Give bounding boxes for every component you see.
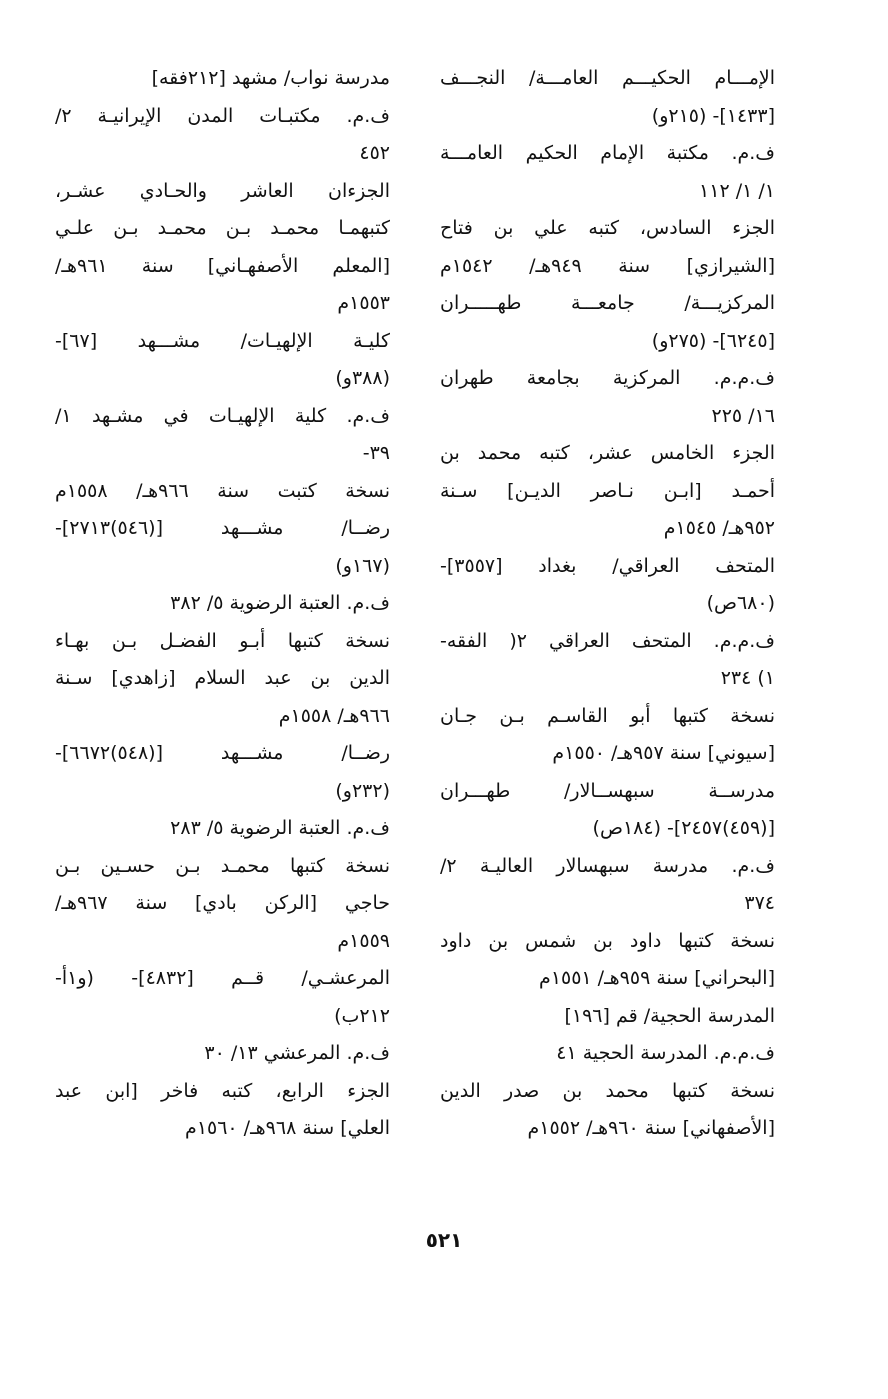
line-text: ٩٥٢هـ/ ١٥٤٥م [663,517,775,539]
text-line [440,323,775,361]
line-text: ٣٧٤ [744,892,775,914]
text-line [440,960,775,998]
text-line [55,398,390,436]
line-text: [المعلم الأصفهـاني] سنة ٩٦١هـ/ [55,254,390,277]
line-text: (١٦٧و) [335,554,390,577]
text-line [440,1073,775,1111]
text-line [55,248,390,286]
text-line [440,735,775,773]
text-line [440,885,775,923]
line-text: مدرسة نواب/ مشهد [٢١٢فقه] [151,67,390,89]
line-text: نسخة كتبها محمـد بـن حسـين بـن [55,854,390,877]
line-text: ف.م. كلية الإلهيـات في مشـهد ١/ [55,404,390,427]
line-text: المتحف العراقي/ بغداد [٣٥٥٧]- [440,554,775,577]
text-line [55,848,390,886]
line-text: ف.م. العتبة الرضوية ٥/ ٣٨٢ [170,592,390,614]
line-text: ف.م. مكتبـات المدن الإيرانيـة ٢/ [55,104,390,127]
text-line [440,998,775,1036]
line-text: المركزيـــة/ جامعـــة طهـــــران [440,292,775,314]
line-text: ٣٩- [362,442,390,464]
text-line [440,248,775,286]
line-text: [الأصفهاني] سنة ٩٦٠هـ/ ١٥٥٢م [527,1117,775,1139]
text-line [55,998,390,1036]
text-line [55,135,390,173]
text-line [55,623,390,661]
line-text: ١٥٥٩م [337,929,390,952]
text-line [440,660,775,698]
line-text: [(٤٥٩)٢٤٥٧]- (١٨٤ص) [592,817,775,839]
line-text: ف.م. العتبة الرضوية ٥/ ٢٨٣ [170,817,390,839]
text-line [55,1110,390,1148]
text-line [55,960,390,998]
line-text: ف.م. مكتبة الإمام الحكيم العامـــة [440,142,775,164]
line-text: [البحراني] سنة ٩٥٩هـ/ ١٥٥١م [539,967,775,989]
line-text: الجزءان العاشر والحـادي عشـر، [55,179,390,202]
text-line [55,323,390,361]
right-column [440,60,775,1148]
line-text: المرعشـي/ قــم [٤٨٣٢]- (و١أ- [55,967,390,989]
text-line [55,885,390,923]
line-text: ١٥٥٣م [337,292,390,314]
text-line [440,210,775,248]
line-text: ١٦/ ٢٢٥ [711,404,775,427]
line-text: [سيوني] سنة ٩٥٧هـ/ ١٥٥٠م [552,742,775,764]
line-text: الجزء الرابع، كتبه فاخر [ابن عبد [55,1079,390,1102]
text-line [55,773,390,811]
left-column [55,60,390,1148]
text-line [55,285,390,323]
line-text: ف.م.م. المتحف العراقي ٢( الفقه- [440,629,775,652]
line-text: نسخة كتبها أبو القاسـم بـن جـان [440,704,775,727]
line-text: كتبهمـا محمـد بـن محمـد بـن علـي [55,217,390,239]
line-text: الجزء السادس، كتبه علي بن فتاح [440,217,775,239]
text-line [55,735,390,773]
text-line [440,810,775,848]
line-text: رضــا/ مشـــهد [(٥٤٦)٢٧١٣]- [55,517,390,539]
line-text: (٣٨٨و) [335,367,390,389]
text-line [440,360,775,398]
text-line [55,435,390,473]
page-number: ٥٢١ [425,1228,463,1252]
text-line [440,923,775,961]
line-text: ٩٦٦هـ/ ١٥٥٨م [278,704,390,727]
text-line [55,510,390,548]
line-text: نسخة كتبها محمد بن صدر الدين [440,1079,775,1102]
line-text: ف.م. المرعشي ١٣/ ٣٠ [204,1042,390,1064]
text-line [55,1073,390,1111]
text-line [440,848,775,886]
text-line [55,1035,390,1073]
text-line [55,360,390,398]
text-line [55,923,390,961]
line-text: ٢١٢ب) [334,1004,390,1027]
line-text: العلي] سنة ٩٦٨هـ/ ١٥٦٠م [185,1117,390,1139]
line-text: ف.م. مدرسة سبهسالار العاليـة ٢/ [440,854,775,877]
line-text: [١٤٣٣]- (٢١٥و) [651,104,775,127]
text-line [55,698,390,736]
line-text: ف.م.م. المركزية بجامعة طهران [440,367,775,389]
line-text: ١) ٢٣٤ [720,667,775,689]
text-line [55,810,390,848]
text-line [55,98,390,136]
line-text: نسخة كتبها داود بن شمس بن داود [440,929,775,952]
text-line [440,585,775,623]
text-line [55,473,390,511]
line-text: رضــا/ مشـــهد [(٥٤٨)٦٦٧٢]- [55,742,390,764]
text-line [440,1035,775,1073]
text-line [440,473,775,511]
text-line [55,585,390,623]
text-line [55,548,390,586]
line-text: [٦٢٤٥]- (٢٧٥و) [651,329,775,352]
line-text: ف.م.م. المدرسة الحجية ٤١ [556,1042,775,1064]
line-text: [الشيرازي] سنة ٩٤٩هـ/ ١٥٤٢م [440,254,775,277]
line-text: ٤٥٢ [359,142,390,164]
line-text: الجزء الخامس عشر، كتبه محمد بن [440,442,775,464]
line-text: حاجي [الركن بادي] سنة ٩٦٧هـ/ [55,892,390,914]
line-text: كليـة الإلهيـات/ مشـــهد [٦٧]- [55,329,390,352]
line-text: الإمـــام الحكيـــم العامـــة/ النجـــف [440,67,775,89]
text-line [440,698,775,736]
text-line [440,173,775,211]
text-line [440,548,775,586]
text-line [440,98,775,136]
text-line [440,510,775,548]
text-line [55,210,390,248]
line-text: نسخة كتبها أبـو الفضـل بـن بهـاء [55,629,390,652]
text-line [440,60,775,98]
line-text: أحمـد [ابـن نـاصر الديـن] سـنة [440,479,775,502]
text-line [440,773,775,811]
text-line [440,135,775,173]
text-line [55,173,390,211]
line-text: الدين بن عبد السلام [زاهدي] سـنة [55,667,390,689]
text-line [440,623,775,661]
text-line [440,1110,775,1148]
text-line [440,435,775,473]
text-line [55,60,390,98]
line-text: نسخة كتبت سنة ٩٦٦هـ/ ١٥٥٨م [55,479,390,502]
line-text: ١/ ١/ ١١٢ [699,179,775,202]
text-line [55,660,390,698]
line-text: (٦٨٠ص) [706,592,775,614]
text-line [440,285,775,323]
line-text: مدرســة سبهســالار/ طهـــران [440,779,775,802]
text-line [440,398,775,436]
line-text: المدرسة الحجية/ قم [١٩٦] [564,1004,775,1027]
line-text: (٢٣٢و) [335,779,390,802]
